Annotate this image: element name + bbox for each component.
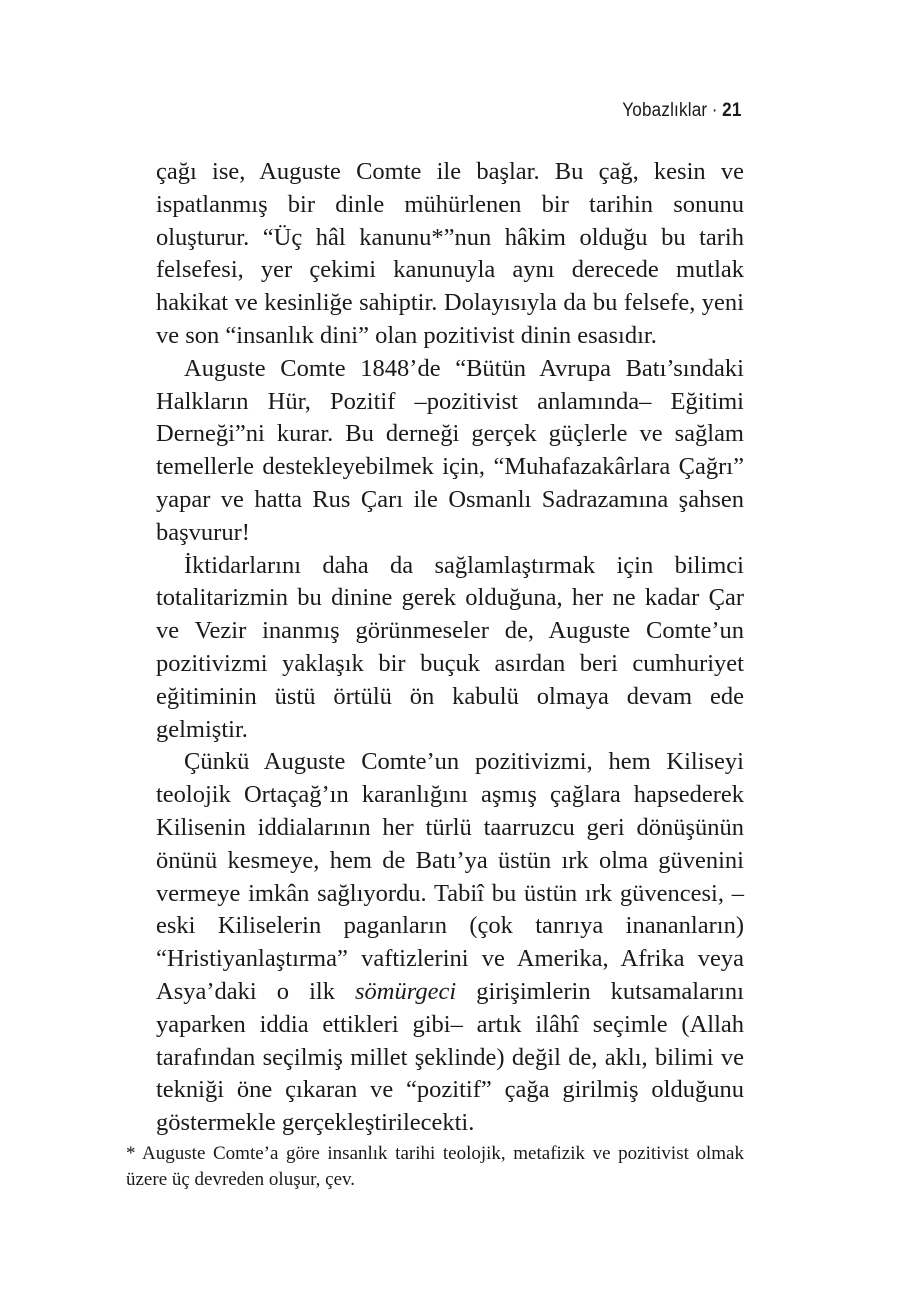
running-header-title: Yobazlıklar xyxy=(622,100,708,121)
paragraph-1: çağı ise, Auguste Comte ile başlar. Bu çağ, kesin ve ispatlanmış bir dinle mühürlenen bir tarihin sonunu oluşturur. “Üç hâl kanunu*”nun hâkim olduğu bu tarih felsefesi, yer çekimi kanunuyla aynı derecede mutlak hakikat ve kesinliğe sahiptir. Dolayısıyla da bu felsefe, yeni ve son “insanlık dini” olan pozitivist dinin esasıdır. xyxy=(156,158,744,349)
page-number: 21 xyxy=(722,100,742,121)
running-header-separator: · xyxy=(712,100,719,121)
body-text xyxy=(156,156,744,1140)
italic-term: sömürgeci xyxy=(355,977,457,1005)
paragraph-2: Auguste Comte 1848’de “Bütün Avrupa Batı’sındaki Halkların Hür, Pozitif –pozitivist anlamında– Eğitimi Derneği”ni kurar. Bu derneği gerçek güçlerle ve sağlam temellerle destekleyebilmek için, “Muhafazakârlara Çağrı” yapar ve hatta Rus Çarı ile Osmanlı Sadrazamına şahsen başvurur! xyxy=(156,354,744,546)
paragraph-4-part-2: girişimlerin kutsamalarını yaparken iddia ettikleri gibi– artık ilâhî seçimle (Allah tarafından seçilmiş millet şeklinde) değil de, aklı, bilimi ve tekniği öne çıkaran ve “pozitif” çağa girilmiş olduğunu göstermekle gerçekleştirilecekti. xyxy=(156,977,744,1137)
footnote xyxy=(126,1141,744,1193)
paragraph-3: İktidarlarını daha da sağlamlaştırmak için bilimci totalitarizmin bu dinine gerek olduğuna, her ne kadar Çar ve Vezir inanmış görünmeseler de, Auguste Comte’un pozitivizmi yaklaşık bir buçuk asırdan beri cumhuriyet eğitiminin üstü örtülü ön kabulü olmaya devam ede gelmiştir. xyxy=(156,551,744,743)
paragraph-4-part-1: Çünkü Auguste Comte’un pozitivizmi, hem Kiliseyi teolojik Ortaçağ’ın karanlığını aşmış çağlara hapsederek Kilisenin iddialarının her türlü taarruzcu geri dönüşünün önünü kesmeye, hem de Batı’ya üstün ırk olma güvenini vermeye imkân sağlıyordu. Tabiî bu üstün ırk güvencesi, –eski Kiliselerin paganların (çok tanrıya inananların) “Hristiyanlaştırma” vaftizlerini ve Amerika, Afrika veya Asya’daki o ilk xyxy=(156,748,744,1005)
footnote-text: * Auguste Comte’a göre insanlık tarihi teolojik, metafizik ve pozitivist olmak üzere üç devreden oluşur, çev. xyxy=(126,1143,744,1190)
running-header xyxy=(623,100,742,122)
paragraph-4 xyxy=(156,746,744,1140)
